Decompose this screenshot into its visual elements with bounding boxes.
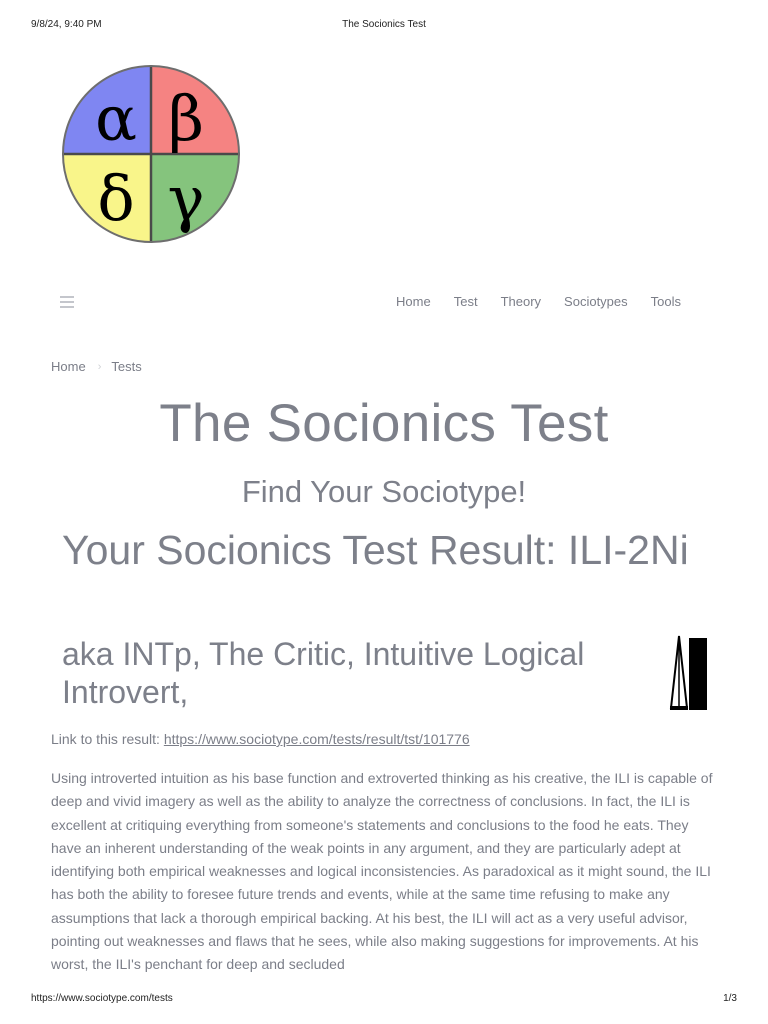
print-title: The Socionics Test [342, 19, 426, 30]
main-nav [60, 294, 708, 312]
nav-sociotypes-link[interactable]: Sociotypes [564, 294, 628, 309]
print-page-number: 1/3 [723, 993, 737, 1004]
result-link[interactable]: https://www.sociotype.com/tests/result/tst/101776 [163, 731, 470, 747]
print-header [31, 19, 737, 33]
breadcrumb-separator-icon: › [97, 360, 102, 373]
print-footer [31, 993, 737, 1007]
result-link-line [51, 731, 470, 747]
breadcrumb-tests[interactable]: Tests [111, 359, 142, 374]
nav-tools-link[interactable]: Tools [650, 294, 681, 309]
nav-home-link[interactable]: Home [396, 294, 431, 309]
delta-letter: δ [97, 162, 135, 235]
nav-theory-link[interactable]: Theory [500, 294, 542, 309]
nav-links [396, 294, 681, 309]
page-title: The Socionics Test [159, 394, 609, 453]
page-subtitle: Find Your Sociotype! [241, 474, 527, 509]
print-url: https://www.sociotype.com/tests [31, 993, 173, 1004]
beta-letter: β [168, 82, 204, 155]
print-date: 9/8/24, 9:40 PM [31, 19, 102, 30]
hamburger-icon[interactable] [60, 296, 76, 308]
ili-type-symbol-icon [668, 634, 708, 711]
result-heading: Your Socionics Test Result: ILI-2Ni [62, 527, 689, 573]
breadcrumb [51, 359, 142, 374]
type-aliases-heading: aka INTp, The Critic, Intuitive Logical Introvert, [62, 636, 585, 710]
gamma-letter: γ [167, 162, 205, 235]
type-description: Using introverted intuition as his base function and extroverted thinking as his creative, the ILI is capable of deep and vivid imagery as well as the ability to analyze the correctness of conclusions. In fact, the ILI is excellent at critiquing everything from someone's statements and conclusions to the food he eats. They have an inherent understanding of the weak points in any argument, and they are particularly adept at identifying both empirical weaknesses and logical inconsistencies. As paradoxical as it might sound, the ILI has both the ability to foresee future trends and events, while at the same time refusing to make any assumptions that lack a thorough empirical backing. At his best, the ILI will act as a very useful advisor, pointing out weaknesses and flaws that he sees, while also making suggestions for improvements. At his worst, the ILI's penchant for deep and secluded [51, 770, 713, 973]
result-link-label: Link to this result: [51, 731, 164, 747]
socionics-logo[interactable] [60, 62, 242, 246]
alpha-letter: α [95, 82, 137, 155]
nav-test-link[interactable]: Test [453, 294, 478, 309]
breadcrumb-home[interactable]: Home [51, 359, 86, 374]
